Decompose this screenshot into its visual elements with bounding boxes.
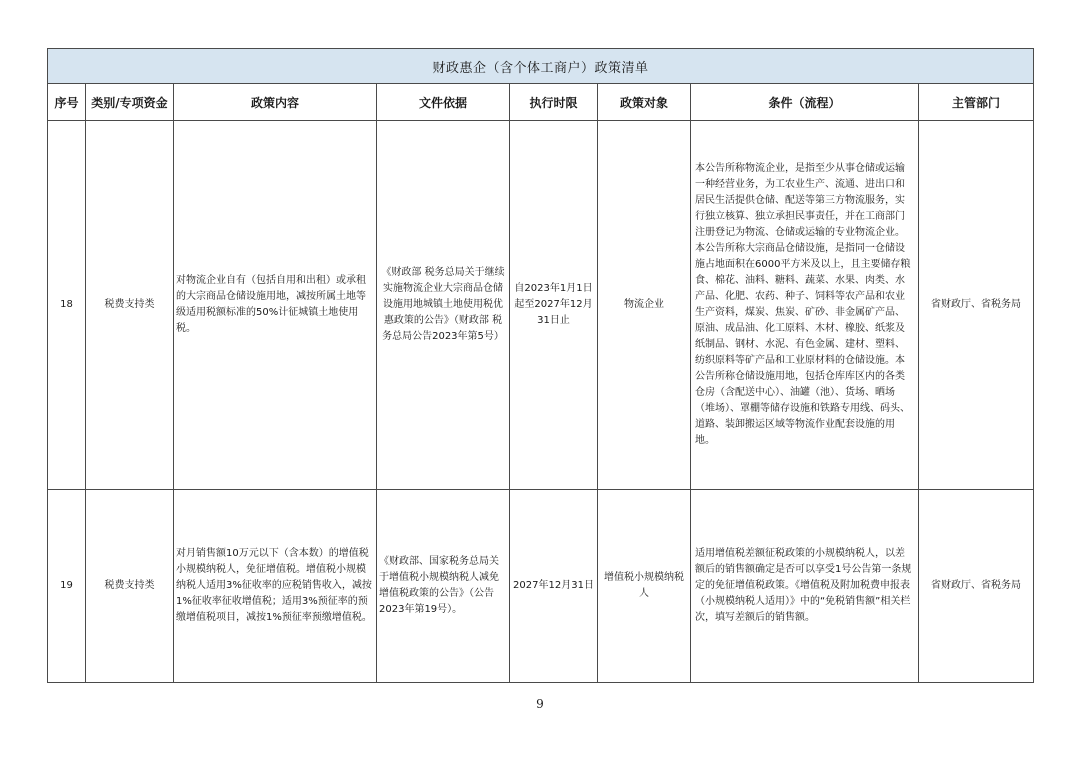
row-category: 税费支持类 [86,121,174,490]
table-title: 财政惠企（含个体工商户）政策清单 [48,49,1034,84]
row-target: 物流企业 [598,121,691,490]
page-number: 9 [536,697,544,711]
table-row [48,121,1034,490]
col-header-conditions: 条件（流程） [691,84,919,121]
row-conditions: 本公告所称物流企业，是指至少从事仓储或运输一种经营业务，为工农业生产、流通、进出口和居民生活提供仓储、配送等第三方物流服务，实行独立核算、独立承担民事责任，并在工商部门注册登记为物流、仓储或运输的专业物流企业。本公告所称大宗商品仓储设施，是指同一仓储设施占地面积在6000平方米及以上，且主要储存粮食、棉花、油料、糖料、蔬菜、水果、肉类、水产品、化肥、农药、种子、饲料等农产品和农业生产资料，煤炭、焦炭、矿砂、非金属矿产品、原油、成品油、化工原料、木材、橡胶、纸浆及纸制品、钢材、水泥、有色金属、建材、塑料、纺织原料等矿产品和工业原材料的仓储设施。本公告所称仓储设施用地，包括仓库库区内的各类仓房（含配送中心）、油罐（池）、货场、晒场（堆场）、罩棚等储存设施和铁路专用线、码头、道路、装卸搬运区域等物流作业配套设施的用地。 [691,121,919,490]
header-row [48,84,1034,121]
row-no: 18 [48,121,86,490]
row-content: 对月销售额10万元以下（含本数）的增值税小规模纳税人，免征增值税。增值税小规模纳税人适用3%征收率的应税销售收入，减按1%征收率征收增值税；适用3%预征率的预缴增值税项目，减按1%预征率预缴增值税。 [174,490,377,683]
row-no: 19 [48,490,86,683]
row-basis: 《财政部 税务总局关于继续实施物流企业大宗商品仓储设施用地城镇土地使用税优惠政策的公告》（财政部 税务总局公告2023年第5号） [377,121,510,490]
col-header-dept: 主管部门 [919,84,1034,121]
row-dept: 省财政厅、省税务局 [919,490,1034,683]
row-period: 2027年12月31日 [510,490,598,683]
row-conditions: 适用增值税差额征税政策的小规模纳税人，以差额后的销售额确定是否可以享受1号公告第一条规定的免征增值税政策。《增值税及附加税费申报表（小规模纳税人适用）》中的“免税销售额”相关栏次，填写差额后的销售额。 [691,490,919,683]
row-content: 对物流企业自有（包括自用和出租）或承租的大宗商品仓储设施用地，减按所属土地等级适用税额标准的50%计征城镇土地使用税。 [174,121,377,490]
policy-sheet [47,48,1033,683]
col-header-content: 政策内容 [174,84,377,121]
row-dept: 省财政厅、省税务局 [919,121,1034,490]
col-header-period: 执行时限 [510,84,598,121]
table-row [48,490,1034,683]
col-header-no: 序号 [48,84,86,121]
row-basis: 《财政部、国家税务总局关于增值税小规模纳税人减免增值税政策的公告》（公告2023年第19号）。 [377,490,510,683]
row-category: 税费支持类 [86,490,174,683]
policy-table [47,48,1034,683]
row-target: 增值税小规模纳税人 [598,490,691,683]
col-header-target: 政策对象 [598,84,691,121]
col-header-category: 类别/专项资金 [86,84,174,121]
row-period: 自2023年1月1日起至2027年12月31日止 [510,121,598,490]
col-header-basis: 文件依据 [377,84,510,121]
